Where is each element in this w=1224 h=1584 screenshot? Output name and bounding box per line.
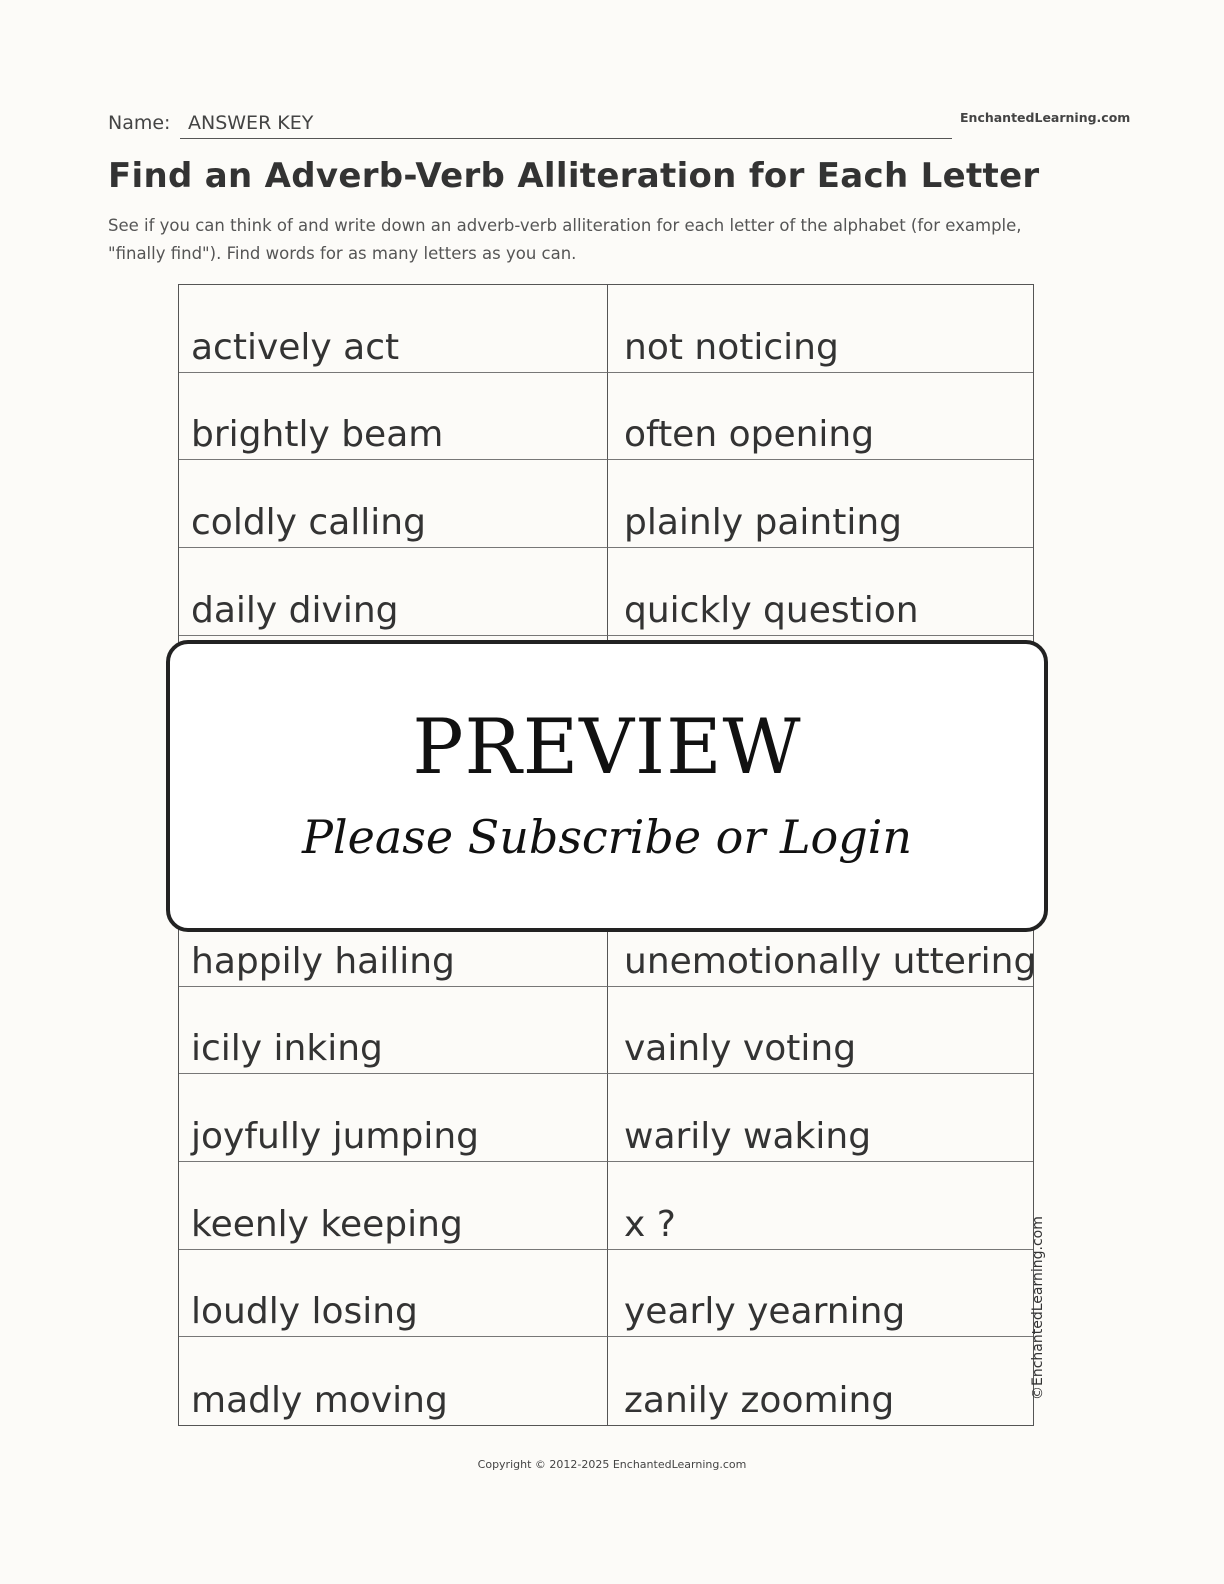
watermark: ©EnchantedLearning.com <box>1030 1216 1046 1400</box>
answer-text: daily diving <box>191 589 399 631</box>
answer-cell-left <box>179 285 608 373</box>
answer-cell-right <box>608 987 1033 1075</box>
instructions: See if you can think of and write down an adverb-verb alliteration for each letter of the alphabet (for example, "finally find"). Find words for as many letters as you can. <box>108 216 1022 263</box>
answer-text: vainly voting <box>624 1028 857 1070</box>
answer-cell-left <box>179 1250 608 1338</box>
answer-cell-right <box>608 1074 1033 1162</box>
answer-text: brightly beam <box>191 414 444 456</box>
preview-title: PREVIEW <box>412 702 802 791</box>
answer-cell-left <box>179 987 608 1075</box>
answer-cell-left <box>179 548 608 636</box>
answer-cell-right <box>608 285 1033 373</box>
answer-cell-left <box>179 373 608 461</box>
answer-cell-right <box>608 1250 1033 1338</box>
copyright: Copyright © 2012-2025 EnchantedLearning.com <box>477 1458 747 1471</box>
answer-text: often opening <box>624 414 875 456</box>
answer-text: plainly painting <box>624 502 902 544</box>
name-value: ANSWER KEY <box>188 112 314 134</box>
brand-logo-text: EnchantedLearning.com <box>960 110 1131 125</box>
answer-text: warily waking <box>624 1115 872 1157</box>
answer-text: keenly keeping <box>191 1203 463 1245</box>
answer-text: unemotionally uttering <box>624 940 1037 982</box>
name-label: Name: <box>108 112 171 134</box>
answer-cell-right <box>608 1162 1033 1250</box>
name-row <box>108 108 952 140</box>
answer-cell-left <box>179 460 608 548</box>
page-title: Find an Adverb-Verb Alliteration for Each Letter <box>108 156 1040 196</box>
answer-cell-right <box>608 373 1033 461</box>
answer-text: loudly losing <box>191 1291 418 1333</box>
answer-cell-left <box>179 1337 608 1425</box>
answer-cell-left <box>179 1074 608 1162</box>
answer-text: joyfully jumping <box>191 1115 479 1157</box>
answer-text: yearly yearning <box>624 1291 906 1333</box>
answer-text: x ? <box>624 1203 676 1245</box>
answer-text: madly moving <box>191 1379 448 1421</box>
answer-cell-right <box>608 1337 1033 1425</box>
preview-overlay[interactable] <box>166 640 1048 932</box>
answer-cell-right <box>608 548 1033 636</box>
answer-text: happily hailing <box>191 940 455 982</box>
answer-text: quickly question <box>624 589 919 631</box>
answer-text: icily inking <box>191 1028 383 1070</box>
answer-cell-left <box>179 1162 608 1250</box>
name-line <box>180 138 952 139</box>
answer-text: zanily zooming <box>624 1379 895 1421</box>
preview-subscribe-login[interactable]: Please Subscribe or Login <box>301 810 913 864</box>
answer-text: coldly calling <box>191 502 426 544</box>
answer-text: not noticing <box>624 326 839 368</box>
answer-text: actively act <box>191 326 400 368</box>
answer-cell-right <box>608 460 1033 548</box>
